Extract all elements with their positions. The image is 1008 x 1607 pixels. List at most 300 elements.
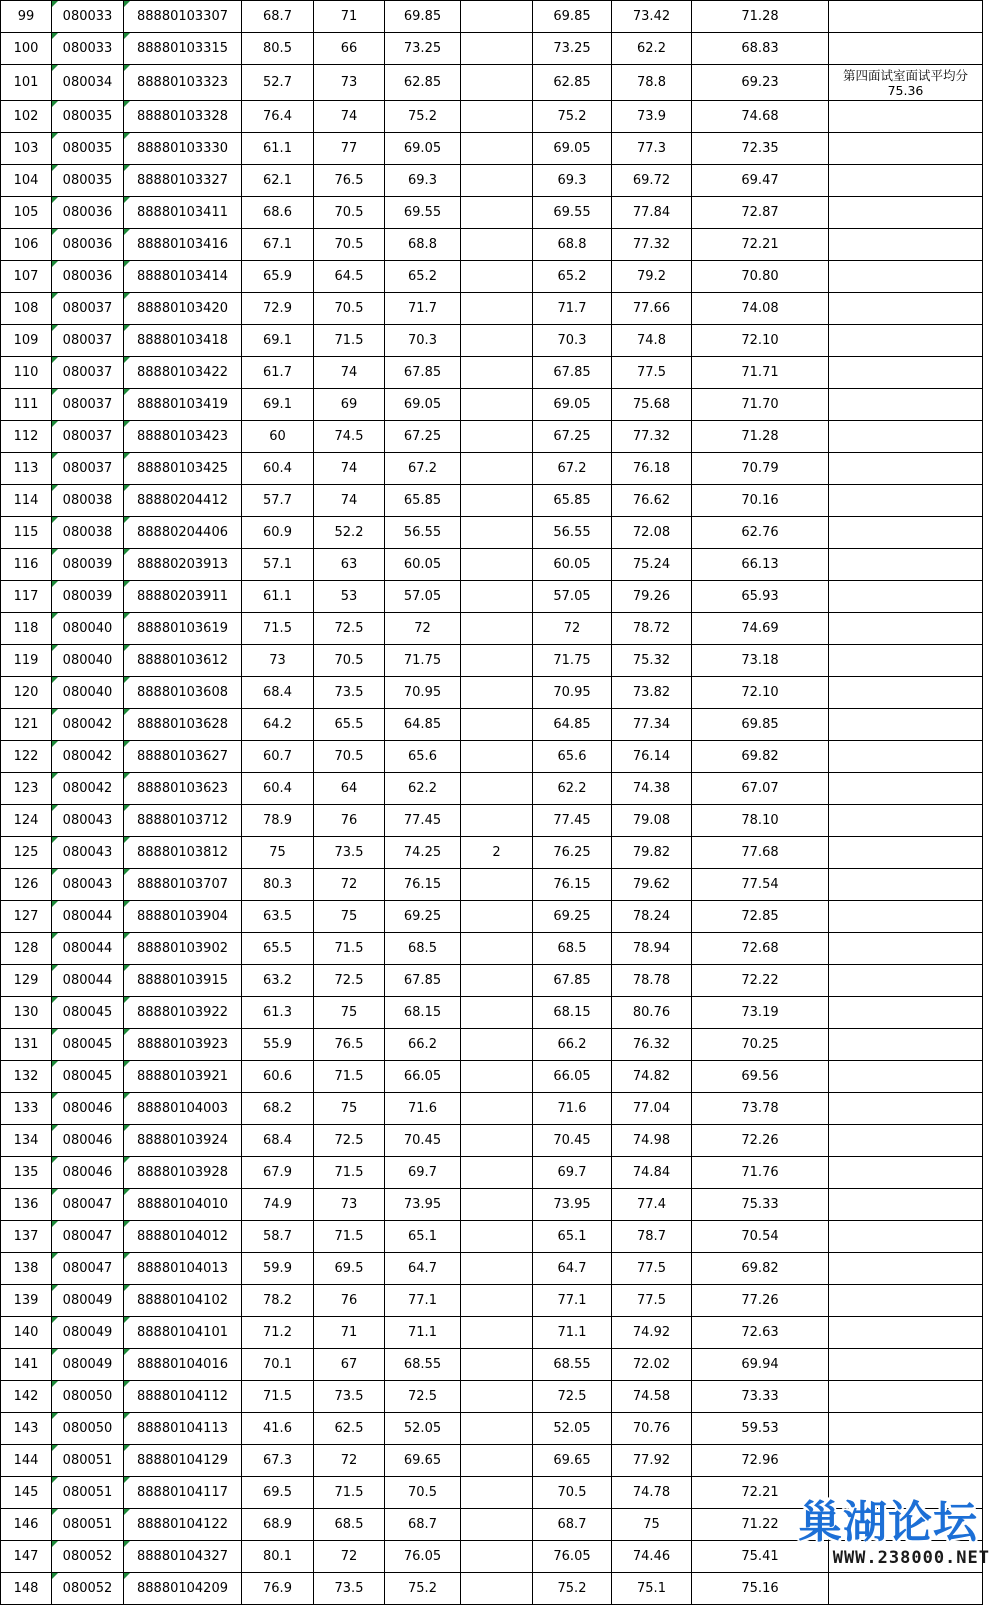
position-code-cell: 080033: [52, 1, 124, 33]
bonus-points-cell: [461, 1317, 533, 1349]
interview-score-cell: 76.14: [612, 741, 692, 773]
total-written-cell: 77.45: [533, 805, 612, 837]
total-written-cell: 67.25: [533, 421, 612, 453]
final-score-cell: 72.26: [692, 1125, 829, 1157]
position-code-cell: 080038: [52, 517, 124, 549]
seq-cell: 121: [1, 709, 52, 741]
position-code-cell: 080044: [52, 901, 124, 933]
bonus-points-cell: [461, 33, 533, 65]
professional-score-cell: 52.2: [314, 517, 385, 549]
professional-score-cell: 74.5: [314, 421, 385, 453]
written-score-cell: 69.5: [242, 1477, 314, 1509]
final-score-cell: 72.63: [692, 1317, 829, 1349]
interview-score-cell: 77.92: [612, 1445, 692, 1477]
final-score-cell: 69.23: [692, 65, 829, 101]
position-code-cell: 080051: [52, 1509, 124, 1541]
written-score-cell: 41.6: [242, 1413, 314, 1445]
position-code-cell: 080035: [52, 165, 124, 197]
table-row: [1, 645, 983, 677]
ticket-number-cell: 88880104003: [124, 1093, 242, 1125]
ticket-number-cell: 88880103418: [124, 325, 242, 357]
ticket-number-cell: 88880203911: [124, 581, 242, 613]
final-score-cell: 75.41: [692, 1541, 829, 1573]
written-score-cell: 68.9: [242, 1509, 314, 1541]
written-score-cell: 60.7: [242, 741, 314, 773]
interview-score-cell: 79.26: [612, 581, 692, 613]
final-score-cell: 72.21: [692, 229, 829, 261]
bonus-points-cell: [461, 1541, 533, 1573]
total-written-cell: 62.2: [533, 773, 612, 805]
interview-score-cell: 77.32: [612, 421, 692, 453]
ticket-number-cell: 88880103420: [124, 293, 242, 325]
table-row: [1, 453, 983, 485]
position-code-cell: 080035: [52, 133, 124, 165]
seq-cell: 122: [1, 741, 52, 773]
watermark-url: WWW.238000.NET: [832, 1548, 990, 1568]
seq-cell: 143: [1, 1413, 52, 1445]
professional-score-cell: 67: [314, 1349, 385, 1381]
professional-score-cell: 69.5: [314, 1253, 385, 1285]
combined-score-cell: 71.1: [385, 1317, 461, 1349]
combined-score-cell: 69.7: [385, 1157, 461, 1189]
seq-cell: 124: [1, 805, 52, 837]
combined-score-cell: 67.85: [385, 357, 461, 389]
position-code-cell: 080046: [52, 1125, 124, 1157]
position-code-cell: 080035: [52, 101, 124, 133]
table-row: [1, 1413, 983, 1445]
position-code-cell: 080050: [52, 1413, 124, 1445]
ticket-number-cell: 88880103323: [124, 65, 242, 101]
total-written-cell: 71.75: [533, 645, 612, 677]
professional-score-cell: 70.5: [314, 197, 385, 229]
final-score-cell: 72.68: [692, 933, 829, 965]
ticket-number-cell: 88880104112: [124, 1381, 242, 1413]
final-score-cell: 69.94: [692, 1349, 829, 1381]
note-cell: [829, 1413, 983, 1445]
combined-score-cell: 65.6: [385, 741, 461, 773]
combined-score-cell: 65.85: [385, 485, 461, 517]
final-score-cell: 74.08: [692, 293, 829, 325]
professional-score-cell: 73.5: [314, 677, 385, 709]
combined-score-cell: 69.25: [385, 901, 461, 933]
bonus-points-cell: [461, 741, 533, 773]
table-row: [1, 901, 983, 933]
written-score-cell: 60.4: [242, 773, 314, 805]
combined-score-cell: 65.1: [385, 1221, 461, 1253]
interview-score-cell: 77.3: [612, 133, 692, 165]
position-code-cell: 080037: [52, 325, 124, 357]
seq-cell: 125: [1, 837, 52, 869]
seq-cell: 129: [1, 965, 52, 997]
table-row: [1, 805, 983, 837]
written-score-cell: 68.4: [242, 1125, 314, 1157]
ticket-number-cell: 88880103612: [124, 645, 242, 677]
final-score-cell: 73.19: [692, 997, 829, 1029]
note-cell: [829, 1349, 983, 1381]
final-score-cell: 72.85: [692, 901, 829, 933]
bonus-points-cell: [461, 453, 533, 485]
total-written-cell: 66.05: [533, 1061, 612, 1093]
seq-cell: 106: [1, 229, 52, 261]
combined-score-cell: 67.2: [385, 453, 461, 485]
ticket-number-cell: 88880103627: [124, 741, 242, 773]
position-code-cell: 080047: [52, 1253, 124, 1285]
seq-cell: 99: [1, 1, 52, 33]
position-code-cell: 080043: [52, 805, 124, 837]
table-row: [1, 101, 983, 133]
position-code-cell: 080051: [52, 1445, 124, 1477]
ticket-number-cell: 88880103915: [124, 965, 242, 997]
interview-score-cell: 77.34: [612, 709, 692, 741]
note-cell: [829, 549, 983, 581]
final-score-cell: 74.68: [692, 101, 829, 133]
note-cell: [829, 357, 983, 389]
seq-cell: 142: [1, 1381, 52, 1413]
interview-score-cell: 78.72: [612, 613, 692, 645]
professional-score-cell: 71.5: [314, 933, 385, 965]
bonus-points-cell: [461, 1029, 533, 1061]
seq-cell: 146: [1, 1509, 52, 1541]
table-row: [1, 325, 983, 357]
professional-score-cell: 74: [314, 485, 385, 517]
position-code-cell: 080043: [52, 869, 124, 901]
bonus-points-cell: [461, 1221, 533, 1253]
position-code-cell: 080040: [52, 613, 124, 645]
note-cell: 第四面试室面试平均分 75.36: [829, 65, 983, 101]
seq-cell: 138: [1, 1253, 52, 1285]
professional-score-cell: 70.5: [314, 293, 385, 325]
table-row: [1, 773, 983, 805]
final-score-cell: 77.26: [692, 1285, 829, 1317]
position-code-cell: 080036: [52, 197, 124, 229]
seq-cell: 147: [1, 1541, 52, 1573]
interview-score-cell: 74.84: [612, 1157, 692, 1189]
note-cell: [829, 485, 983, 517]
seq-cell: 144: [1, 1445, 52, 1477]
bonus-points-cell: [461, 517, 533, 549]
note-cell: [829, 293, 983, 325]
note-cell: [829, 709, 983, 741]
bonus-points-cell: [461, 581, 533, 613]
position-code-cell: 080047: [52, 1189, 124, 1221]
bonus-points-cell: [461, 485, 533, 517]
total-written-cell: 76.25: [533, 837, 612, 869]
ticket-number-cell: 88880103924: [124, 1125, 242, 1157]
table-row: [1, 1221, 983, 1253]
interview-score-cell: 72.02: [612, 1349, 692, 1381]
written-score-cell: 68.6: [242, 197, 314, 229]
note-cell: [829, 517, 983, 549]
table-row: [1, 741, 983, 773]
bonus-points-cell: [461, 197, 533, 229]
interview-score-cell: 69.72: [612, 165, 692, 197]
combined-score-cell: 67.25: [385, 421, 461, 453]
seq-cell: 115: [1, 517, 52, 549]
bonus-points-cell: [461, 389, 533, 421]
position-code-cell: 080037: [52, 453, 124, 485]
table-row: [1, 1125, 983, 1157]
combined-score-cell: 68.7: [385, 1509, 461, 1541]
written-score-cell: 70.1: [242, 1349, 314, 1381]
note-cell: [829, 1157, 983, 1189]
combined-score-cell: 66.2: [385, 1029, 461, 1061]
written-score-cell: 60.4: [242, 453, 314, 485]
final-score-cell: 67.07: [692, 773, 829, 805]
note-cell: [829, 677, 983, 709]
final-score-cell: 70.79: [692, 453, 829, 485]
professional-score-cell: 76: [314, 1285, 385, 1317]
bonus-points-cell: [461, 549, 533, 581]
position-code-cell: 080036: [52, 229, 124, 261]
table-row: [1, 261, 983, 293]
written-score-cell: 62.1: [242, 165, 314, 197]
position-code-cell: 080045: [52, 1061, 124, 1093]
seq-cell: 103: [1, 133, 52, 165]
written-score-cell: 76.9: [242, 1573, 314, 1605]
final-score-cell: 75.16: [692, 1573, 829, 1605]
interview-score-cell: 75.68: [612, 389, 692, 421]
position-code-cell: 080042: [52, 741, 124, 773]
interview-score-cell: 73.9: [612, 101, 692, 133]
professional-score-cell: 74: [314, 101, 385, 133]
total-written-cell: 68.15: [533, 997, 612, 1029]
total-written-cell: 69.55: [533, 197, 612, 229]
final-score-cell: 71.28: [692, 421, 829, 453]
final-score-cell: 74.69: [692, 613, 829, 645]
ticket-number-cell: 88880103608: [124, 677, 242, 709]
total-written-cell: 70.45: [533, 1125, 612, 1157]
written-score-cell: 59.9: [242, 1253, 314, 1285]
total-written-cell: 73.95: [533, 1189, 612, 1221]
seq-cell: 136: [1, 1189, 52, 1221]
written-score-cell: 75: [242, 837, 314, 869]
interview-score-cell: 74.46: [612, 1541, 692, 1573]
table-row: [1, 133, 983, 165]
table-row: [1, 65, 983, 101]
bonus-points-cell: [461, 1093, 533, 1125]
total-written-cell: 62.85: [533, 65, 612, 101]
ticket-number-cell: 88880104209: [124, 1573, 242, 1605]
seq-cell: 104: [1, 165, 52, 197]
total-written-cell: 72: [533, 613, 612, 645]
total-written-cell: 68.5: [533, 933, 612, 965]
total-written-cell: 65.2: [533, 261, 612, 293]
total-written-cell: 68.55: [533, 1349, 612, 1381]
note-cell: [829, 1381, 983, 1413]
note-cell: [829, 101, 983, 133]
combined-score-cell: 76.15: [385, 869, 461, 901]
interview-score-cell: 77.66: [612, 293, 692, 325]
bonus-points-cell: [461, 1061, 533, 1093]
note-cell: [829, 1253, 983, 1285]
total-written-cell: 60.05: [533, 549, 612, 581]
combined-score-cell: 68.55: [385, 1349, 461, 1381]
interview-score-cell: 79.2: [612, 261, 692, 293]
combined-score-cell: 66.05: [385, 1061, 461, 1093]
ticket-number-cell: 88880104113: [124, 1413, 242, 1445]
total-written-cell: 68.8: [533, 229, 612, 261]
note-cell: [829, 1, 983, 33]
written-score-cell: 78.2: [242, 1285, 314, 1317]
seq-cell: 135: [1, 1157, 52, 1189]
bonus-points-cell: [461, 325, 533, 357]
bonus-points-cell: [461, 1509, 533, 1541]
written-score-cell: 63.5: [242, 901, 314, 933]
professional-score-cell: 76.5: [314, 165, 385, 197]
position-code-cell: 080046: [52, 1093, 124, 1125]
written-score-cell: 52.7: [242, 65, 314, 101]
combined-score-cell: 69.65: [385, 1445, 461, 1477]
seq-cell: 108: [1, 293, 52, 325]
total-written-cell: 70.5: [533, 1477, 612, 1509]
final-score-cell: 75.33: [692, 1189, 829, 1221]
professional-score-cell: 65.5: [314, 709, 385, 741]
bonus-points-cell: [461, 1, 533, 33]
total-written-cell: 70.95: [533, 677, 612, 709]
interview-score-cell: 74.78: [612, 1477, 692, 1509]
table-row: [1, 165, 983, 197]
ticket-number-cell: 88880103712: [124, 805, 242, 837]
position-code-cell: 080044: [52, 933, 124, 965]
professional-score-cell: 66: [314, 33, 385, 65]
table-row: [1, 197, 983, 229]
table-row: [1, 1093, 983, 1125]
written-score-cell: 64.2: [242, 709, 314, 741]
note-cell: [829, 1093, 983, 1125]
written-score-cell: 67.9: [242, 1157, 314, 1189]
table-row: [1, 517, 983, 549]
combined-score-cell: 68.15: [385, 997, 461, 1029]
ticket-number-cell: 88880103315: [124, 33, 242, 65]
written-score-cell: 61.1: [242, 133, 314, 165]
professional-score-cell: 68.5: [314, 1509, 385, 1541]
ticket-number-cell: 88880104122: [124, 1509, 242, 1541]
professional-score-cell: 74: [314, 453, 385, 485]
position-code-cell: 080044: [52, 965, 124, 997]
professional-score-cell: 64.5: [314, 261, 385, 293]
combined-score-cell: 69.05: [385, 133, 461, 165]
table-row: [1, 869, 983, 901]
combined-score-cell: 68.8: [385, 229, 461, 261]
note-cell: [829, 229, 983, 261]
note-cell: [829, 133, 983, 165]
combined-score-cell: 69.85: [385, 1, 461, 33]
note-cell: [829, 1061, 983, 1093]
seq-cell: 131: [1, 1029, 52, 1061]
interview-score-cell: 77.04: [612, 1093, 692, 1125]
total-written-cell: 71.7: [533, 293, 612, 325]
bonus-points-cell: [461, 65, 533, 101]
final-score-cell: 62.76: [692, 517, 829, 549]
position-code-cell: 080046: [52, 1157, 124, 1189]
ticket-number-cell: 88880103628: [124, 709, 242, 741]
professional-score-cell: 72: [314, 869, 385, 901]
final-score-cell: 59.53: [692, 1413, 829, 1445]
interview-score-cell: 77.5: [612, 1285, 692, 1317]
final-score-cell: 73.18: [692, 645, 829, 677]
bonus-points-cell: [461, 1125, 533, 1157]
professional-score-cell: 73: [314, 1189, 385, 1221]
seq-cell: 141: [1, 1349, 52, 1381]
note-cell: [829, 453, 983, 485]
ticket-number-cell: 88880104129: [124, 1445, 242, 1477]
interview-score-cell: 77.84: [612, 197, 692, 229]
final-score-cell: 69.85: [692, 709, 829, 741]
final-score-cell: 71.22: [692, 1509, 829, 1541]
total-written-cell: 64.85: [533, 709, 612, 741]
final-score-cell: 71.28: [692, 1, 829, 33]
table-row: [1, 1061, 983, 1093]
final-score-cell: 71.71: [692, 357, 829, 389]
table-row: [1, 1317, 983, 1349]
bonus-points-cell: [461, 773, 533, 805]
seq-cell: 148: [1, 1573, 52, 1605]
combined-score-cell: 67.85: [385, 965, 461, 997]
note-cell: [829, 1285, 983, 1317]
bonus-points-cell: [461, 357, 533, 389]
professional-score-cell: 70.5: [314, 645, 385, 677]
written-score-cell: 80.5: [242, 33, 314, 65]
note-cell: [829, 1189, 983, 1221]
combined-score-cell: 75.2: [385, 101, 461, 133]
table-row: [1, 389, 983, 421]
written-score-cell: 73: [242, 645, 314, 677]
note-cell: [829, 581, 983, 613]
interview-score-cell: 78.94: [612, 933, 692, 965]
ticket-number-cell: 88880103423: [124, 421, 242, 453]
total-written-cell: 67.85: [533, 357, 612, 389]
total-written-cell: 69.05: [533, 133, 612, 165]
seq-cell: 127: [1, 901, 52, 933]
total-written-cell: 56.55: [533, 517, 612, 549]
combined-score-cell: 62.85: [385, 65, 461, 101]
written-score-cell: 67.3: [242, 1445, 314, 1477]
table-row: [1, 581, 983, 613]
ticket-number-cell: 88880103812: [124, 837, 242, 869]
table-row: [1, 1253, 983, 1285]
final-score-cell: 69.47: [692, 165, 829, 197]
table-row: [1, 837, 983, 869]
total-written-cell: 69.7: [533, 1157, 612, 1189]
bonus-points-cell: [461, 1573, 533, 1605]
professional-score-cell: 73.5: [314, 1381, 385, 1413]
bonus-points-cell: [461, 997, 533, 1029]
bonus-points-cell: [461, 805, 533, 837]
written-score-cell: 69.1: [242, 325, 314, 357]
table-row: [1, 709, 983, 741]
ticket-number-cell: 88880103327: [124, 165, 242, 197]
professional-score-cell: 71.5: [314, 1061, 385, 1093]
total-written-cell: 69.05: [533, 389, 612, 421]
total-written-cell: 70.3: [533, 325, 612, 357]
professional-score-cell: 71: [314, 1, 385, 33]
combined-score-cell: 70.45: [385, 1125, 461, 1157]
interview-score-cell: 78.7: [612, 1221, 692, 1253]
note-cell: [829, 197, 983, 229]
combined-score-cell: 70.95: [385, 677, 461, 709]
total-written-cell: 67.85: [533, 965, 612, 997]
table-row: [1, 1157, 983, 1189]
note-cell: [829, 165, 983, 197]
table-row: [1, 1189, 983, 1221]
ticket-number-cell: 88880104012: [124, 1221, 242, 1253]
professional-score-cell: 53: [314, 581, 385, 613]
combined-score-cell: 64.7: [385, 1253, 461, 1285]
table-row: [1, 1349, 983, 1381]
professional-score-cell: 63: [314, 549, 385, 581]
ticket-number-cell: 88880104013: [124, 1253, 242, 1285]
total-written-cell: 67.2: [533, 453, 612, 485]
